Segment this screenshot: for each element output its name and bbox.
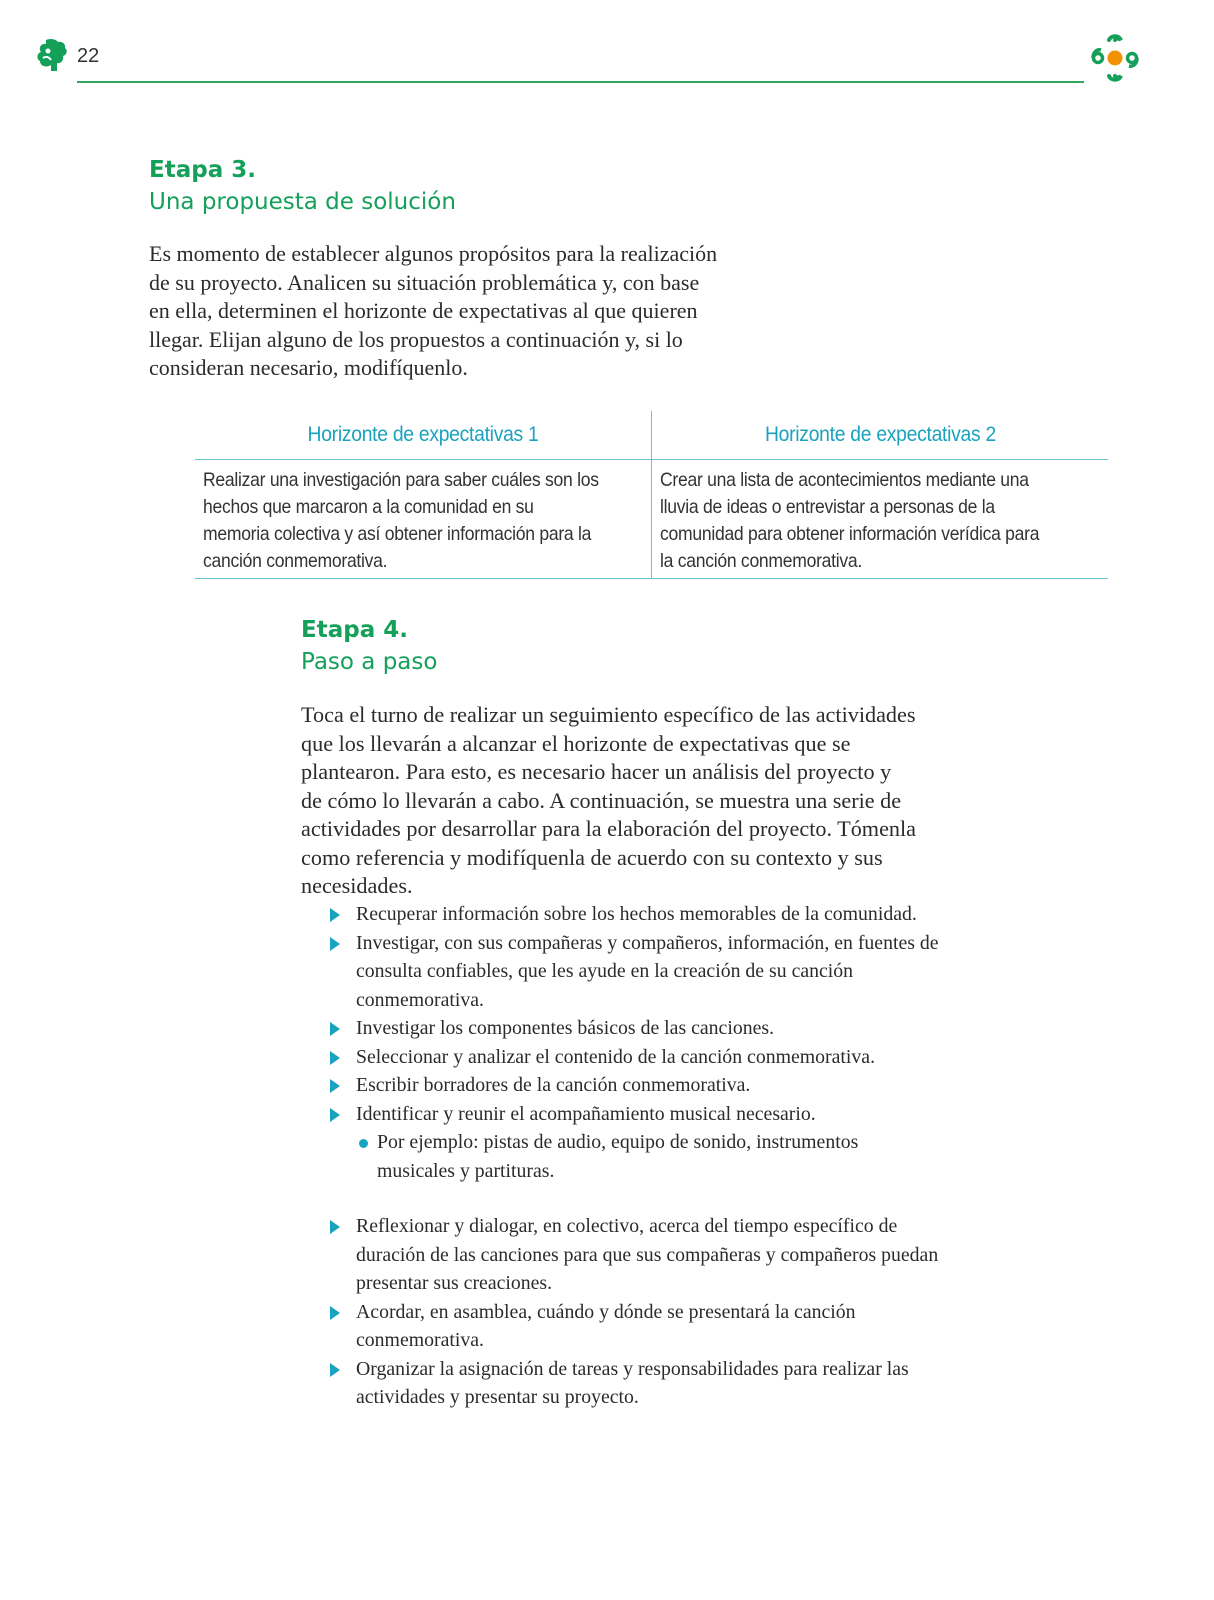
stage3-heading <box>149 154 456 218</box>
list-item-text: Reflexionar y dialogar, en colectivo, acerca del tiempo específico de duración de las canciones para que sus compañeras y compañeros puedan presentar sus creaciones. <box>356 1215 939 1294</box>
table-cell-text: Crear una lista de acontecimientos mediante una lluvia de ideas o entrevistar a personas de la comunidad para obtener información verídica para la canción conmemorativa. <box>660 469 1040 572</box>
paragraph-line: que los llevarán a alcanzar el horizonte de expectativas que se <box>301 730 851 756</box>
triangle-bullet-icon <box>330 1051 340 1065</box>
list-item-text: Seleccionar y analizar el contenido de la canción conmemorativa. <box>356 1045 876 1068</box>
list-item <box>328 1071 988 1100</box>
triangle-bullet-icon <box>330 1108 340 1122</box>
list-item <box>328 1298 916 1355</box>
triangle-bullet-icon <box>330 937 340 951</box>
table-row <box>195 460 1108 579</box>
table-header-cell: Horizonte de expectativas 1 <box>213 411 633 460</box>
list-item <box>328 1043 988 1072</box>
stage4-paragraph <box>301 701 981 901</box>
stage3-paragraph <box>149 240 789 383</box>
triangle-bullet-icon <box>330 1220 340 1234</box>
paragraph-line: en ella, determinen el horizonte de expectativas al que quieren <box>149 298 698 323</box>
page-number: 22 <box>77 45 100 67</box>
list-item-text: Investigar, con sus compañeras y compañeros, información, en fuentes de consulta confiables, que les ayude en la creación de su canción conmemorativa. <box>356 931 939 1011</box>
paragraph-line: plantearon. Para esto, es necesario hacer un análisis del proyecto y <box>301 759 892 784</box>
table-cell <box>652 460 1109 579</box>
triangle-bullet-icon <box>330 908 340 922</box>
list-item <box>328 1212 944 1298</box>
dot-bullet-icon <box>359 1139 368 1148</box>
list-item <box>328 1355 941 1412</box>
green-figure-icon <box>36 38 68 74</box>
stage3-title: Una propuesta de solución <box>149 189 456 215</box>
table-header-row <box>195 411 1108 460</box>
paragraph-line: de cómo lo llevarán a cabo. A continuación, se muestra una serie de <box>301 787 902 813</box>
stage3-number: Etapa 3. <box>149 157 256 183</box>
table-cell <box>195 460 652 579</box>
list-item-text: Escribir borradores de la canción conmemorativa. <box>356 1074 751 1096</box>
triangle-bullet-icon <box>330 1363 340 1377</box>
triangle-bullet-icon <box>330 1079 340 1093</box>
paragraph-line: Toca el turno de realizar un seguimiento específico de las actividades <box>301 702 916 727</box>
triangle-bullet-icon <box>330 1306 340 1320</box>
paragraph-line: consideran necesario, modifíquenlo. <box>149 355 468 380</box>
stage4-heading <box>301 614 437 678</box>
paragraph-line: llegar. Elijan alguno de los propuestos a continuación y, si lo <box>149 326 683 352</box>
list-item-text: Recuperar información sobre los hechos memorables de la comunidad. <box>356 903 917 925</box>
community-circle-icon <box>1089 32 1141 84</box>
list-item <box>328 929 956 1015</box>
table-header-cell: Horizonte de expectativas 2 <box>670 411 1090 460</box>
list-item <box>328 900 988 929</box>
list-item-text: Investigar los componentes básicos de las canciones. <box>356 1017 775 1039</box>
paragraph-line: como referencia y modifíquenla de acuerdo con su contexto y sus <box>301 844 883 870</box>
paragraph-line: Es momento de establecer algunos propósitos para la realización <box>149 241 718 266</box>
paragraph-line: necesidades. <box>301 873 413 898</box>
activity-list <box>328 900 988 1412</box>
sub-list-item-text: Por ejemplo: pistas de audio, equipo de sonido, instrumentos musicales y partituras. <box>377 1131 859 1182</box>
page-header <box>0 0 1214 100</box>
stage4-title: Paso a paso <box>301 649 438 675</box>
paragraph-line: actividades por desarrollar para la elaboración del proyecto. Tómenla <box>301 816 917 841</box>
list-item <box>328 1014 988 1043</box>
list-item-text: Identificar y reunir el acompañamiento musical necesario. <box>356 1102 816 1125</box>
header-divider <box>77 81 1084 83</box>
list-item-text: Organizar la asignación de tareas y responsabilidades para realizar las actividades y presentar su proyecto. <box>356 1357 909 1408</box>
expectations-table <box>195 411 1108 579</box>
list-item <box>328 1100 988 1186</box>
stage4-number: Etapa 4. <box>301 617 408 643</box>
sub-list-item <box>356 1128 917 1185</box>
paragraph-line: de su proyecto. Analicen su situación problemática y, con base <box>149 269 700 295</box>
list-item-text: Acordar, en asamblea, cuándo y dónde se presentará la canción conmemorativa. <box>356 1300 856 1351</box>
triangle-bullet-icon <box>330 1022 340 1036</box>
table-cell-text: Realizar una investigación para saber cuáles son los hechos que marcaron a la comunidad en su memoria colectiva y así obtener información para la canción conmemorativa. <box>203 469 599 572</box>
